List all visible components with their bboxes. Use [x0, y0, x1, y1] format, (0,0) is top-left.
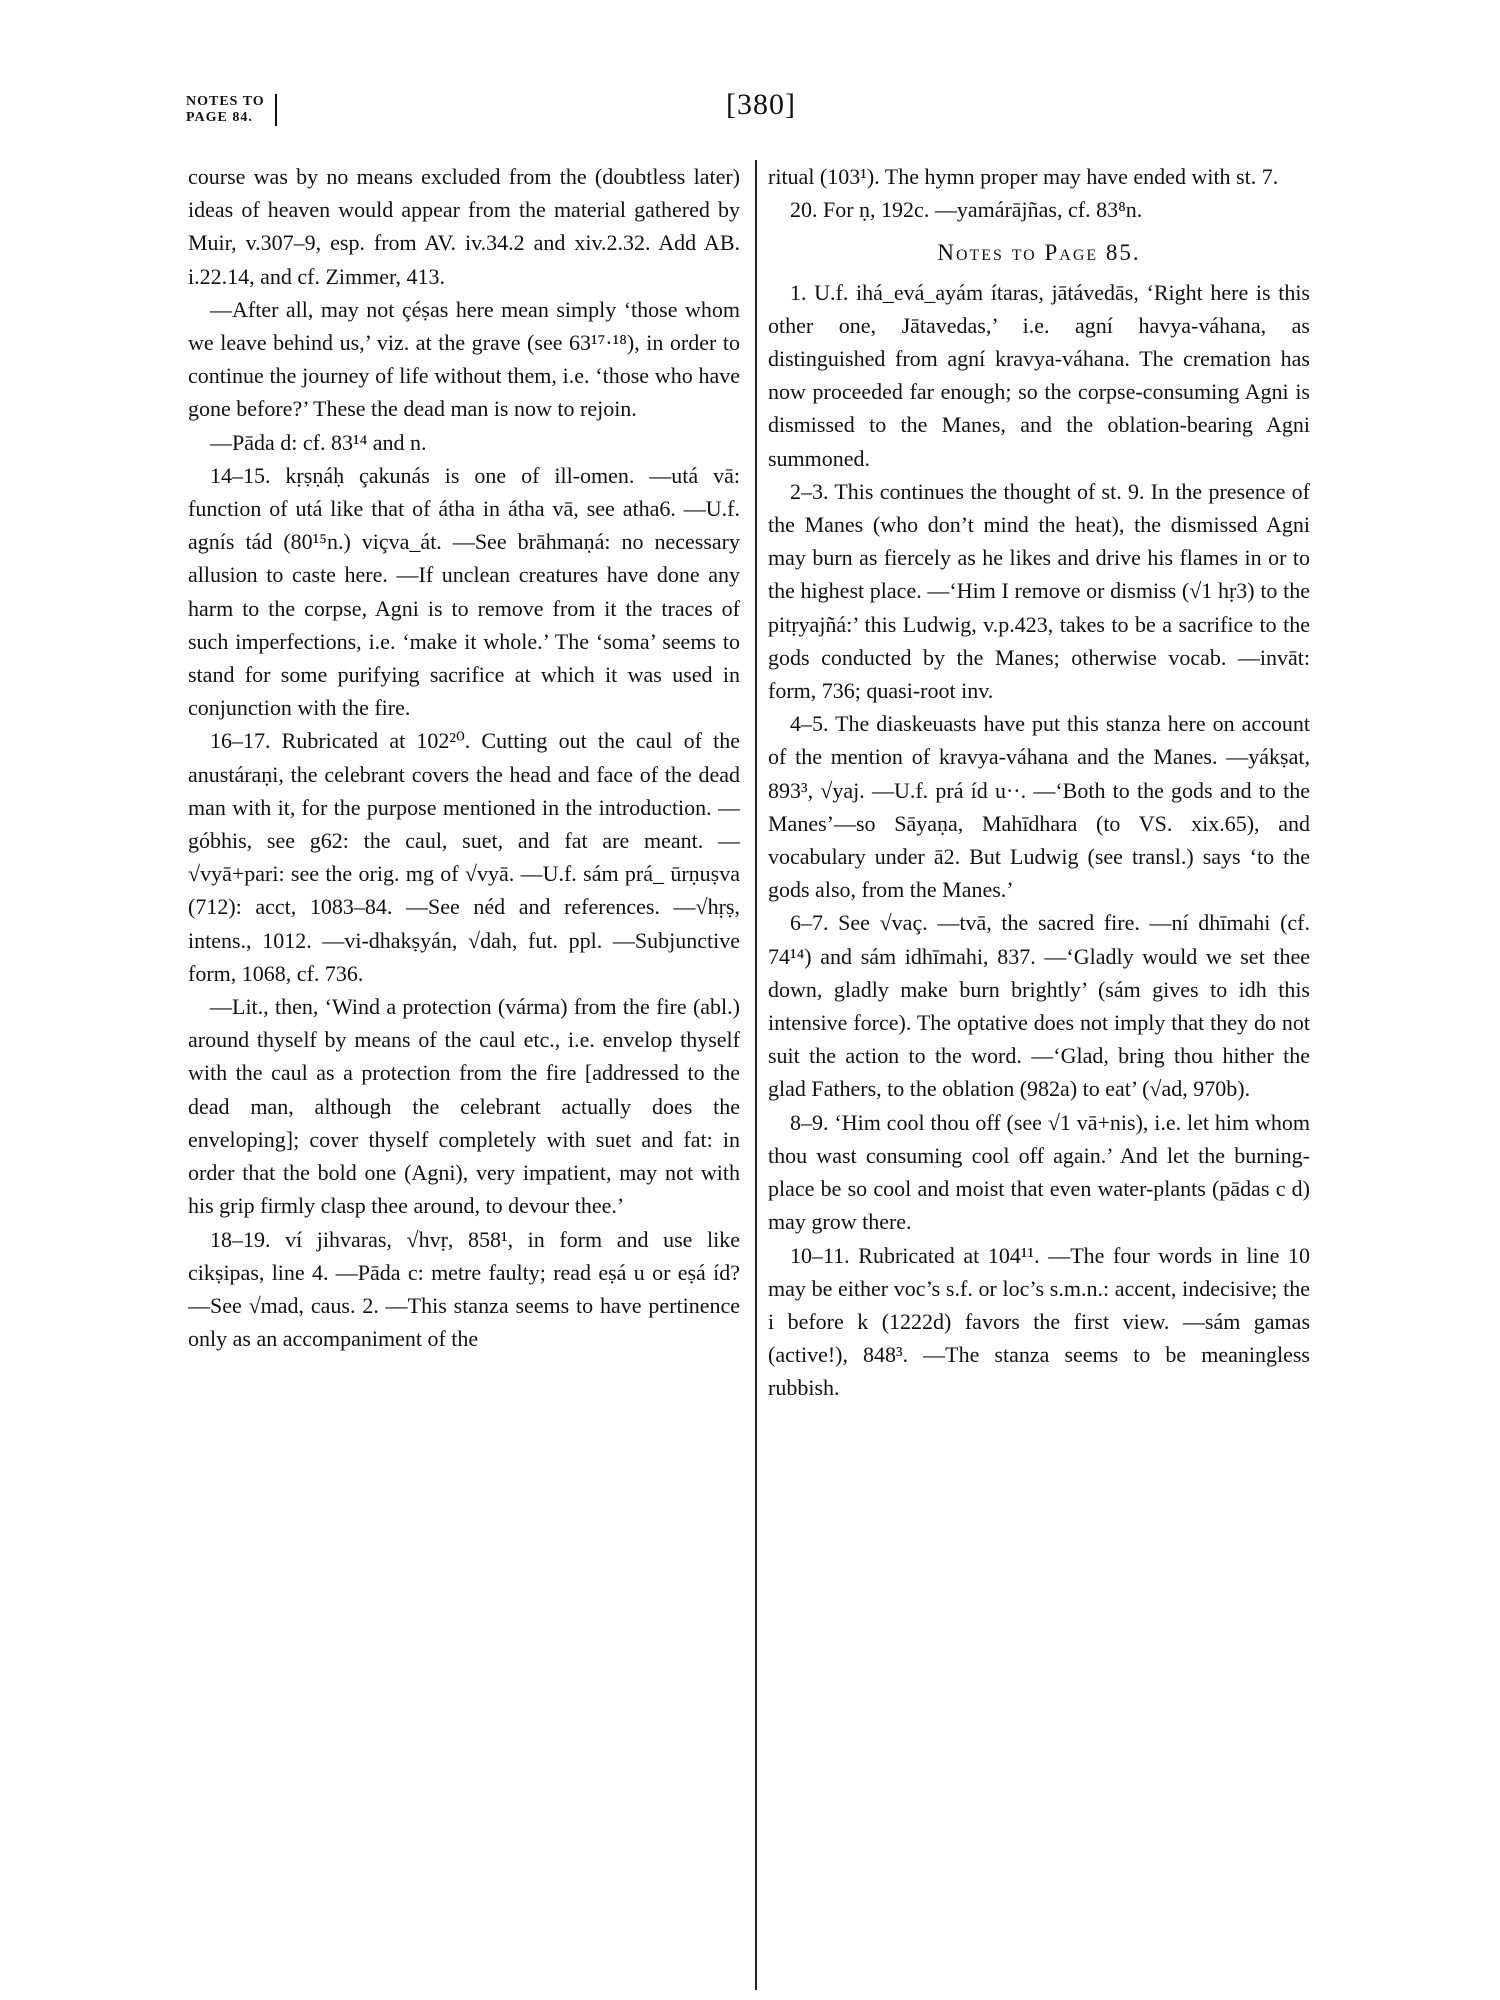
paragraph: course was by no means excluded from the (doubtless later) ideas of heaven would appear from the material gathered by Muir, v.307–9, esp. from AV. iv.34.2 and xiv.2.32. Add AB. i.22.14, and cf. Zimmer, 413.: [188, 164, 740, 289]
paragraph: 10–11. Rubricated at 104¹¹. —The four words in line 10 may be either voc’s s.f. or loc’s s.m.n.: accent, indecisive; the i before k (1222d) favors the first view. —sám gamas (active!), 848³. —The stanza seems to be meaningless rubbish.: [768, 1242, 1310, 1401]
page-number: [380]: [726, 88, 796, 121]
section-heading: Notes to Page 85.: [937, 240, 1141, 266]
paragraph: —Pāda d: cf. 83¹⁴ and n.: [210, 429, 427, 455]
running-head: [186, 88, 1286, 148]
left-column: [188, 160, 740, 1355]
paragraph: 4–5. The diaskeuasts have put this stanza here on account of the mention of kravya-váhana and the Manes. —yákṣat, 893³, √yaj. —U.f. prá íd u··. —‘Both to the gods and to the Manes’—so Sāyaṇa, Mahīdhara (to VS. xix.65), and vocabulary under ā2. But Ludwig (see transl.) says ‘to the gods also, from the Manes.’: [768, 711, 1310, 903]
paragraph: 16–17. Rubricated at 102²⁰. Cutting out the caul of the anustáraṇi, the celebrant covers the head and face of the dead man with it, for the purpose mentioned in the introduction. —góbhis, see g62: the caul, suet, and fat are meant. —√vyā+pari: see the orig. mg of √vyā. —U.f. sám prá_ ūrṇuṣva (712): acct, 1083–84. —See néd and references. —√hṛṣ, intens., 1012. —vi-dhakṣyán, √dah, fut. ppl. —Subjunctive form, 1068, cf. 736.: [188, 728, 740, 986]
right-column: [768, 160, 1310, 1405]
paragraph: 2–3. This continues the thought of st. 9. In the presence of the Manes (who don’t mind the heat), the dismissed Agni may burn as fiercely as he likes and drive his flames in or to the highest place. —‘Him I remove or dismiss (√1 hṛ3) to the pitṛyajñá:’ this Ludwig, v.p.423, takes to be a sacrifice to the gods conducted by the Manes; otherwise vocab. —invāt: form, 736; quasi-root inv.: [768, 478, 1310, 704]
paragraph: 20. For ṇ, 192c. —yamárājñas, cf. 83⁸n.: [790, 197, 1143, 223]
paragraph: —After all, may not çéṣas here mean simply ‘those whom we leave behind us,’ viz. at the grave (see 63¹⁷·¹⁸), in order to continue the journey of life without them, i.e. ‘those who have gone before?’ These the dead man is now to rejoin.: [188, 296, 740, 422]
paragraph: 1. U.f. ihá_evá_ayám ítaras, jātávedās, ‘Right here is this other one, Jātavedas,’ i.e. agní havya-váhana, as distinguished from agní kravya-váhana. The cremation has now proceeded far enough; so the corpse-consuming Agni is dismissed to the Manes, and the oblation-bearing Agni summoned.: [768, 279, 1310, 471]
paragraph: ritual (103¹). The hymn proper may have ended with st. 7.: [768, 164, 1279, 189]
paragraph: 18–19. ví jihvaras, √hvṛ, 858¹, in form and use like cikṣipas, line 4. —Pāda c: metre faulty; read eṣá u or eṣá íd? —See √mad, caus. 2. —This stanza seems to have pertinence only as an accompaniment of the: [188, 1226, 740, 1352]
paragraph: 8–9. ‘Him cool thou off (see √1 vā+nis), i.e. let him whom thou wast consuming cool off again.’ And let the burning-place be so cool and moist that even water-plants (pādas c d) may grow there.: [768, 1109, 1310, 1235]
paragraph: —Lit., then, ‘Wind a protection (várma) from the fire (abl.) around thyself by means of the caul etc., i.e. envelop thyself with the caul as a protection from the fire [addressed to the dead man, although the celebrant actually does the enveloping]; cover thyself completely with suet and fat: in order that the bold one (Agni), very impatient, may not with his grip firmly clasp thee around, to devour thee.’: [188, 994, 740, 1219]
side-note-line1: NOTES TO: [186, 94, 265, 109]
column-divider: [755, 160, 757, 1990]
paragraph: 6–7. See √vaç. —tvā, the sacred fire. —ní dhīmahi (cf. 74¹⁴) and sám idhīmahi, 837. —‘Gladly would we set thee down, gladly make burn brightly’ (sám gives to idh this intensive force). The optative does not imply that they do not suit the action to the word. —‘Glad, bring thou hither the glad Fathers, to the oblation (982a) to eat’ (√ad, 970b).: [768, 910, 1310, 1102]
side-note-line2: PAGE 84.: [186, 110, 253, 125]
paragraph: 14–15. kṛṣṇáḥ çakunás is one of ill-omen. —utá vā: function of utá like that of átha in átha vā, see atha6. —U.f. agnís tád (80¹⁵n.) viçva_át. —See brāhmaṇá: no necessary allusion to caste here. —If unclean creatures have done any harm to the corpse, Agni is to remove from it the traces of such imperfections, i.e. ‘make it whole.’ The ‘soma’ seems to stand for some purifying sacrifice at which it was used in conjunction with the fire.: [188, 462, 740, 721]
side-note: [186, 94, 277, 126]
